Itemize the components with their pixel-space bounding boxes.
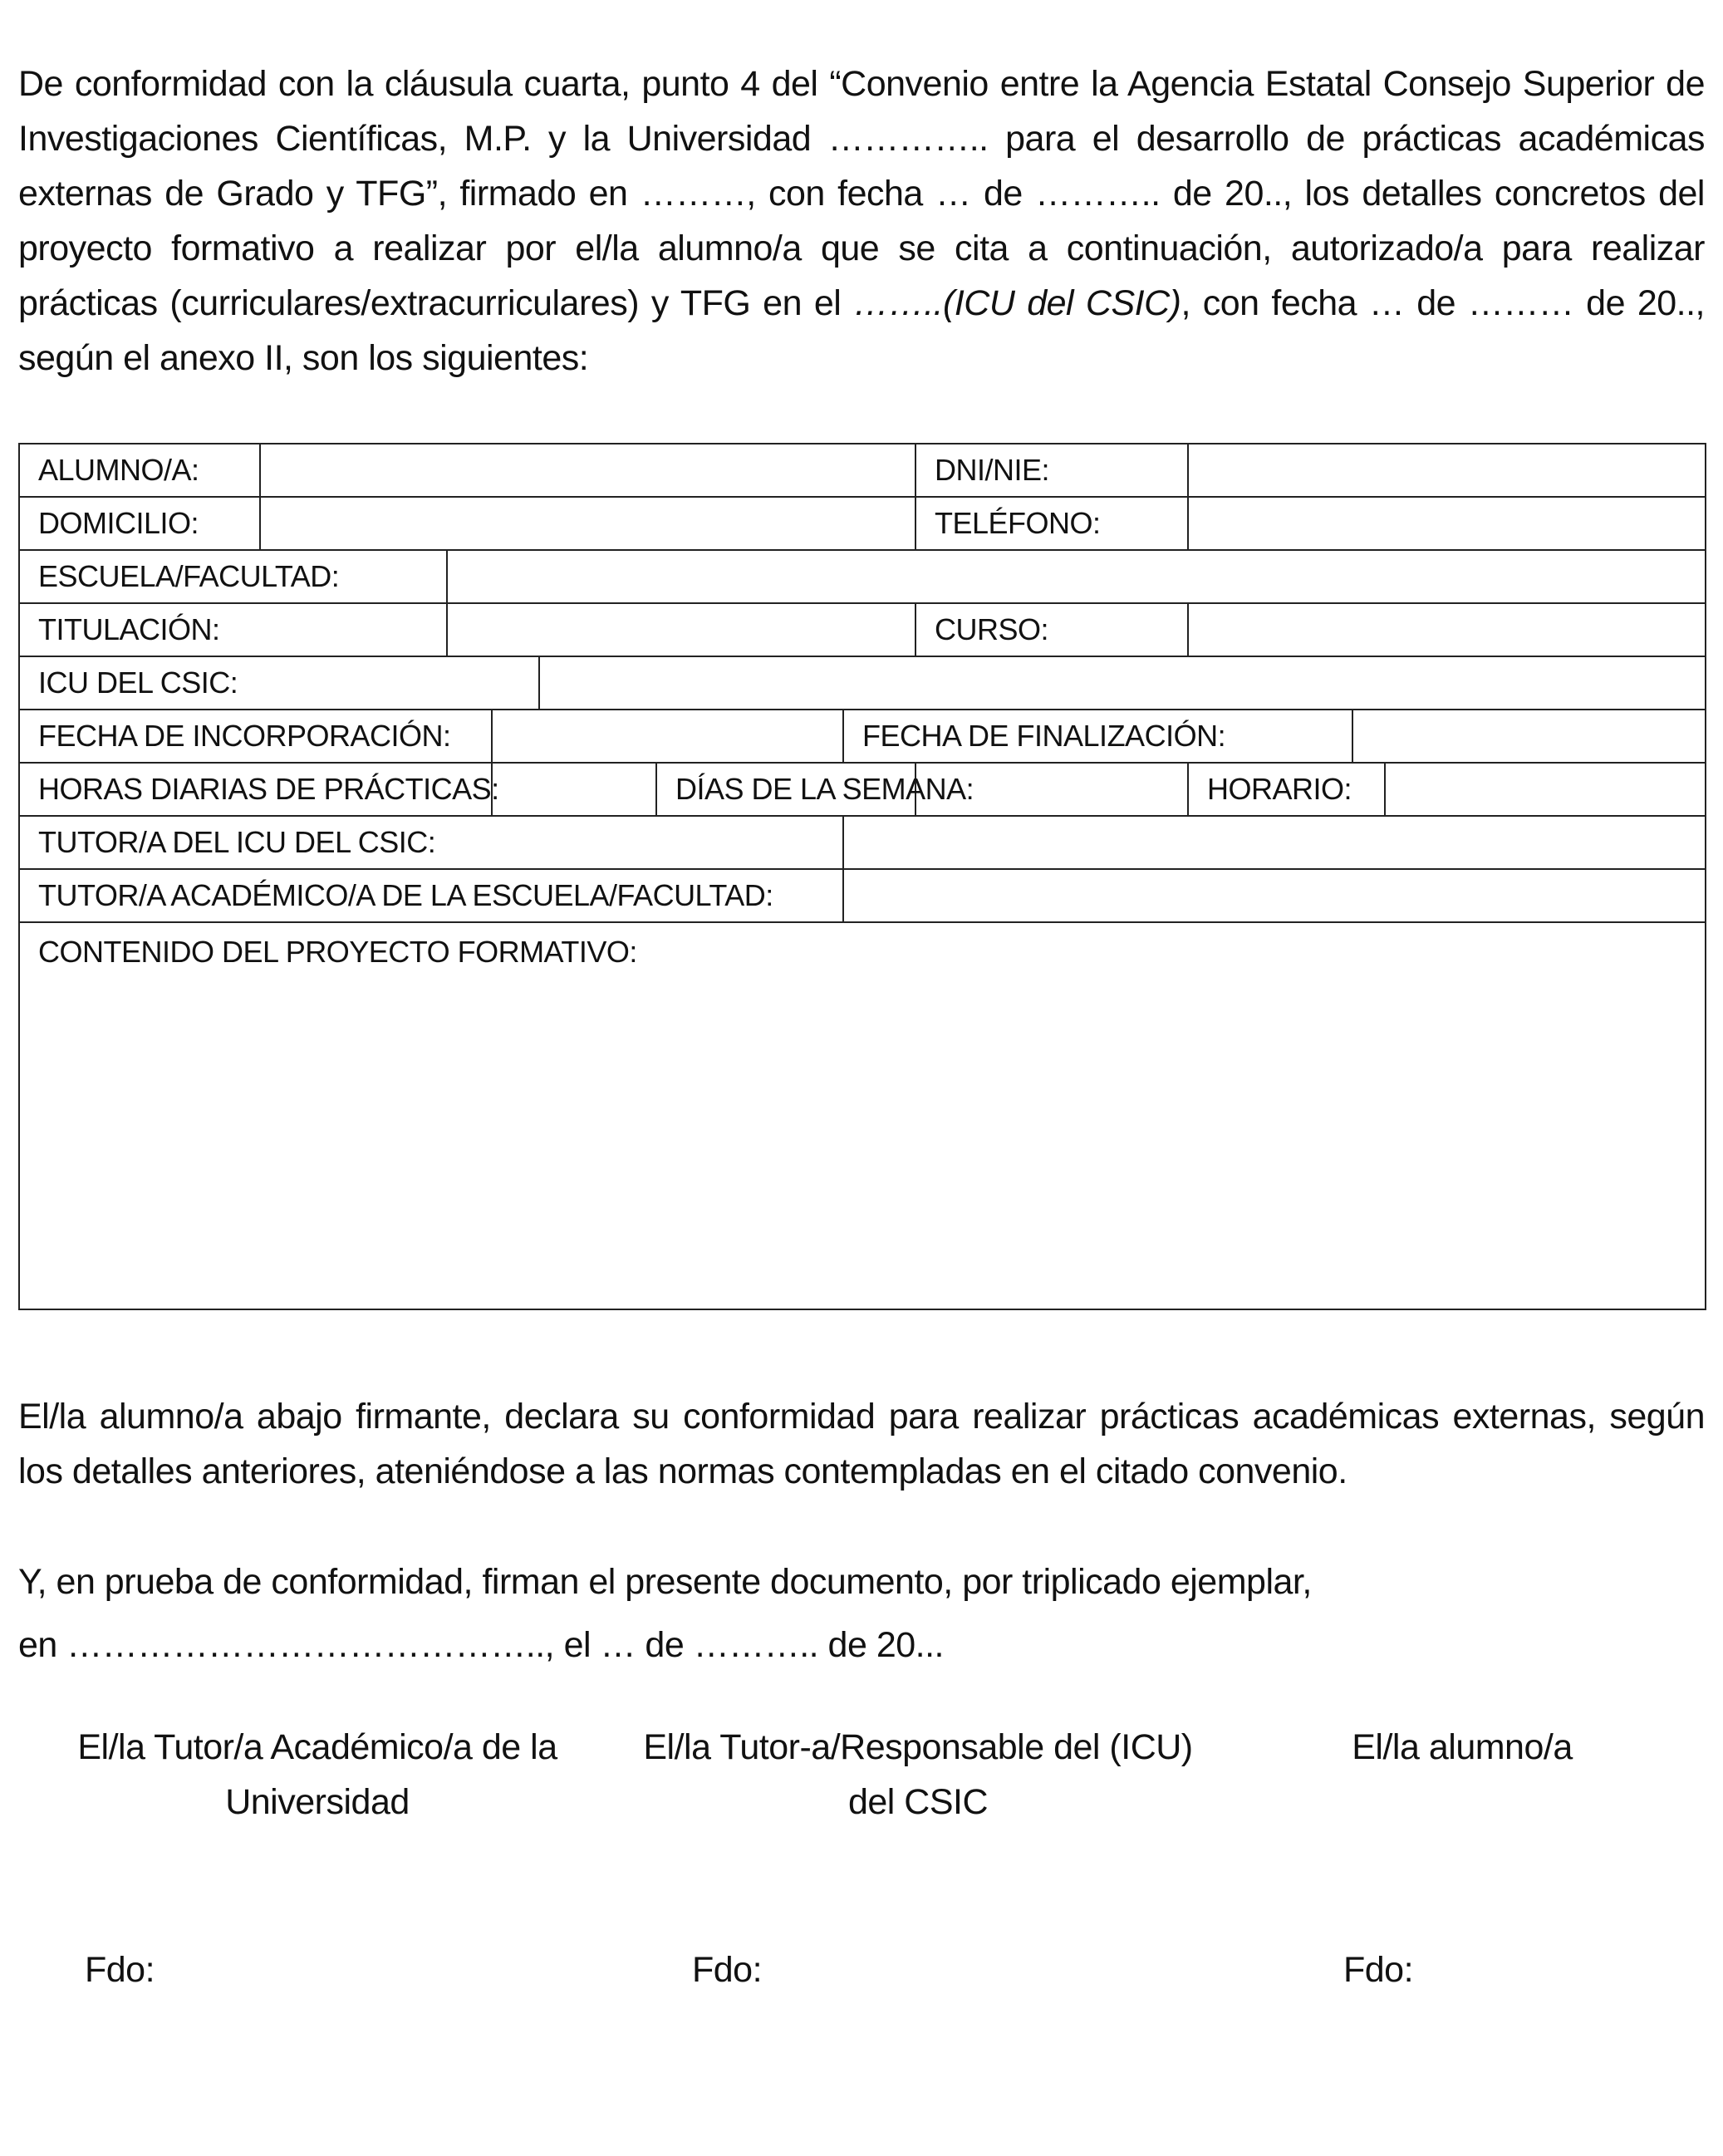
telefono-field[interactable]	[1188, 497, 1706, 550]
tutor-academico-label: TUTOR/A ACADÉMICO/A DE LA ESCUELA/FACULTAD:	[19, 869, 843, 922]
tutor-icu-title-line-1: El/la Tutor-a/Responsable del (ICU)	[643, 1727, 1193, 1767]
dni-label: DNI/NIE:	[915, 444, 1188, 497]
fecha-finalizacion-label: FECHA DE FINALIZACIÓN:	[843, 710, 1352, 763]
fdo-tutor-academico: Fdo:	[85, 1950, 155, 1990]
horas-diarias-label: HORAS DIARIAS DE PRÁCTICAS:	[19, 763, 492, 816]
tutor-icu-field[interactable]	[843, 816, 1706, 869]
horario-field[interactable]	[1385, 763, 1706, 816]
dni-field[interactable]	[1188, 444, 1706, 497]
titulacion-field[interactable]	[447, 603, 915, 656]
tutor-icu-label: TUTOR/A DEL ICU DEL CSIC:	[19, 816, 843, 869]
domicilio-field[interactable]	[260, 497, 915, 550]
curso-label: CURSO:	[915, 603, 1188, 656]
conformity-line-1: Y, en prueba de conformidad, firman el presente documento, por triplicado ejemplar,	[18, 1562, 1312, 1602]
telefono-label: TELÉFONO:	[915, 497, 1188, 550]
fecha-incorporacion-field[interactable]	[492, 710, 843, 763]
fdo-tutor-icu: Fdo:	[692, 1950, 763, 1990]
declaration-paragraph: El/la alumno/a abajo firmante, declara su conformidad para realizar prácticas académicas externas, según los detalles anteriores, ateniéndose a las normas contempladas en el citado convenio.	[18, 1397, 1705, 1491]
horario-label: HORARIO:	[1188, 763, 1385, 816]
fecha-incorporacion-label: FECHA DE INCORPORACIÓN:	[19, 710, 492, 763]
intro-text-1: De conformidad con la cláusula cuarta, punto 4 del “Convenio entre la Agencia Estatal Consejo Superior de Investigaciones Científicas, M.P. y la Universidad ………….. para el desarrollo de prácticas académicas externas de Grado y TFG”, firmado en ………, con fecha … de ……….. de 20.., los detalles concretos del proyecto formativo a realizar por el/la alumno/a que se cita a continuación, autorizado/a para realizar prácticas (curriculares/extracurriculares) y TFG en el	[18, 64, 1705, 323]
alumno-field[interactable]	[260, 444, 915, 497]
alumno-label: ALUMNO/A:	[19, 444, 260, 497]
icu-field[interactable]	[539, 656, 1706, 710]
fecha-finalizacion-field[interactable]	[1352, 710, 1706, 763]
tutor-icu-title-line-2: del CSIC	[847, 1782, 989, 1822]
intro-text-2: , con fecha … de ……… de 20.., según el anexo II, son los siguientes:	[18, 283, 1705, 378]
titulacion-label: TITULACIÓN:	[19, 603, 447, 656]
escuela-label: ESCUELA/FACULTAD:	[19, 550, 447, 603]
horas-diarias-field[interactable]	[492, 763, 656, 816]
tutor-academico-field[interactable]	[843, 869, 1706, 922]
tutor-academico-title-line-1: El/la Tutor/a Académico/a de la	[77, 1727, 557, 1767]
intro-icu-italic: ……..(ICU del CSIC)	[853, 283, 1181, 323]
domicilio-label: DOMICILIO:	[19, 497, 260, 550]
icu-label: ICU DEL CSIC:	[19, 656, 539, 710]
signature-header-tutor-icu	[636, 1720, 1200, 1829]
signature-header-alumno	[1313, 1720, 1612, 1775]
alumno-title: El/la alumno/a	[1352, 1727, 1573, 1767]
intro-paragraph	[18, 56, 1705, 386]
curso-field[interactable]	[1188, 603, 1706, 656]
contenido-proyecto-label: CONTENIDO DEL PROYECTO FORMATIVO:	[38, 935, 637, 969]
signature-header-tutor-academico	[60, 1720, 575, 1829]
dias-semana-label: DÍAS DE LA SEMANA:	[656, 763, 915, 816]
training-project-form	[18, 443, 1706, 1310]
fdo-alumno: Fdo:	[1343, 1950, 1414, 1990]
tutor-academico-title-line-2: Universidad	[225, 1782, 410, 1822]
escuela-field[interactable]	[447, 550, 1706, 603]
conformity-line-2: en ………………………………….., el … de ……….. de 20...	[18, 1625, 944, 1665]
contenido-proyecto-field[interactable]	[19, 922, 1706, 1309]
